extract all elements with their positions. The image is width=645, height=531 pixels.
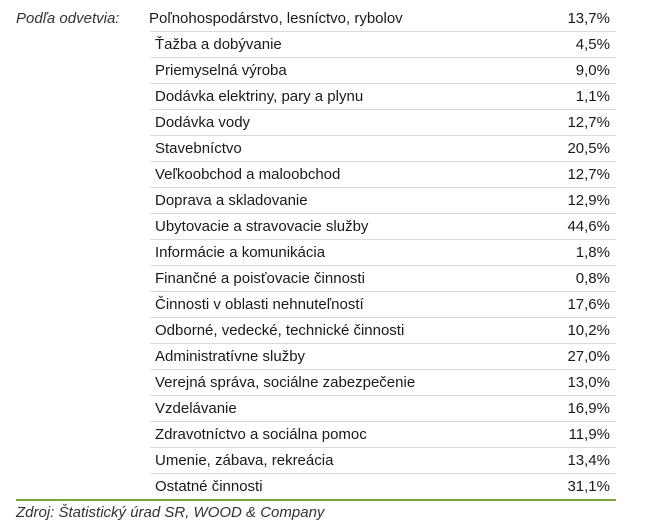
- sector-name: Ostatné činnosti: [155, 478, 263, 495]
- sector-name: Administratívne služby: [155, 348, 306, 365]
- sector-value: 13,0%: [567, 374, 610, 391]
- sector-table: [16, 6, 616, 500]
- sector-name: Zdravotníctvo a sociálna pomoc: [155, 426, 367, 443]
- table-row: [16, 188, 616, 214]
- sector-name: Verejná správa, sociálne zabezpečenie: [155, 374, 416, 391]
- sector-value: 12,7%: [567, 166, 610, 183]
- sector-value: 4,5%: [575, 36, 610, 53]
- sector-value: 16,9%: [567, 400, 610, 417]
- sector-name: Doprava a skladovanie: [155, 192, 308, 209]
- table-row: [16, 370, 616, 396]
- table-row: [16, 292, 616, 318]
- table-row: [16, 162, 616, 188]
- sector-name: Odborné, vedecké, technické činnosti: [155, 322, 405, 339]
- sector-value: 10,2%: [567, 322, 610, 339]
- table-row: [16, 448, 616, 474]
- sector-name: Činnosti v oblasti nehnuteľností: [155, 296, 364, 313]
- sector-value: 31,1%: [567, 478, 610, 495]
- table-row: [16, 6, 616, 32]
- sector-name: Poľnohospodárstvo, lesníctvo, rybolov: [149, 10, 403, 27]
- table-row: [16, 214, 616, 240]
- sector-name: Ubytovacie a stravovacie služby: [155, 218, 369, 235]
- table-row: [16, 84, 616, 110]
- sector-name: Dodávka elektriny, pary a plynu: [155, 88, 364, 105]
- sector-name: Umenie, zábava, rekreácia: [155, 452, 334, 469]
- table-row: [16, 396, 616, 422]
- sector-name: Stavebníctvo: [155, 140, 242, 157]
- table-row: [16, 136, 616, 162]
- sector-group-label: Podľa odvetvia:: [16, 10, 120, 27]
- table-row: [16, 422, 616, 448]
- table-row: [16, 318, 616, 344]
- table-row: [16, 240, 616, 266]
- sector-name: Dodávka vody: [155, 114, 251, 131]
- sector-value: 13,4%: [567, 452, 610, 469]
- sector-value: 12,9%: [567, 192, 610, 209]
- sector-value: 9,0%: [575, 62, 610, 79]
- table-row: [16, 474, 616, 500]
- sector-name: Vzdelávanie: [155, 400, 237, 417]
- sector-value: 12,7%: [567, 114, 610, 131]
- sector-value: 13,7%: [567, 10, 610, 27]
- sector-value: 17,6%: [567, 296, 610, 313]
- table-row: [16, 110, 616, 136]
- table-row: [16, 32, 616, 58]
- sector-name: Informácie a komunikácia: [155, 244, 326, 261]
- sector-value: 11,9%: [568, 426, 610, 443]
- sector-value: 1,1%: [575, 88, 610, 105]
- sector-value: 1,8%: [575, 244, 610, 261]
- table-bottom-rule: [16, 499, 616, 501]
- sector-value: 20,5%: [567, 140, 610, 157]
- table-row: [16, 266, 616, 292]
- sector-name: Veľkoobchod a maloobchod: [155, 166, 341, 183]
- table-row: [16, 58, 616, 84]
- table-row: [16, 344, 616, 370]
- sector-value: 44,6%: [567, 218, 610, 235]
- sector-name: Ťažba a dobývanie: [155, 36, 282, 53]
- sector-name: Priemyselná výroba: [155, 62, 287, 79]
- sector-value: 27,0%: [567, 348, 610, 365]
- sector-value: 0,8%: [575, 270, 610, 287]
- sector-name: Finančné a poisťovacie činnosti: [155, 270, 365, 287]
- source-note: Zdroj: Štatistický úrad SR, WOOD & Company: [16, 504, 325, 521]
